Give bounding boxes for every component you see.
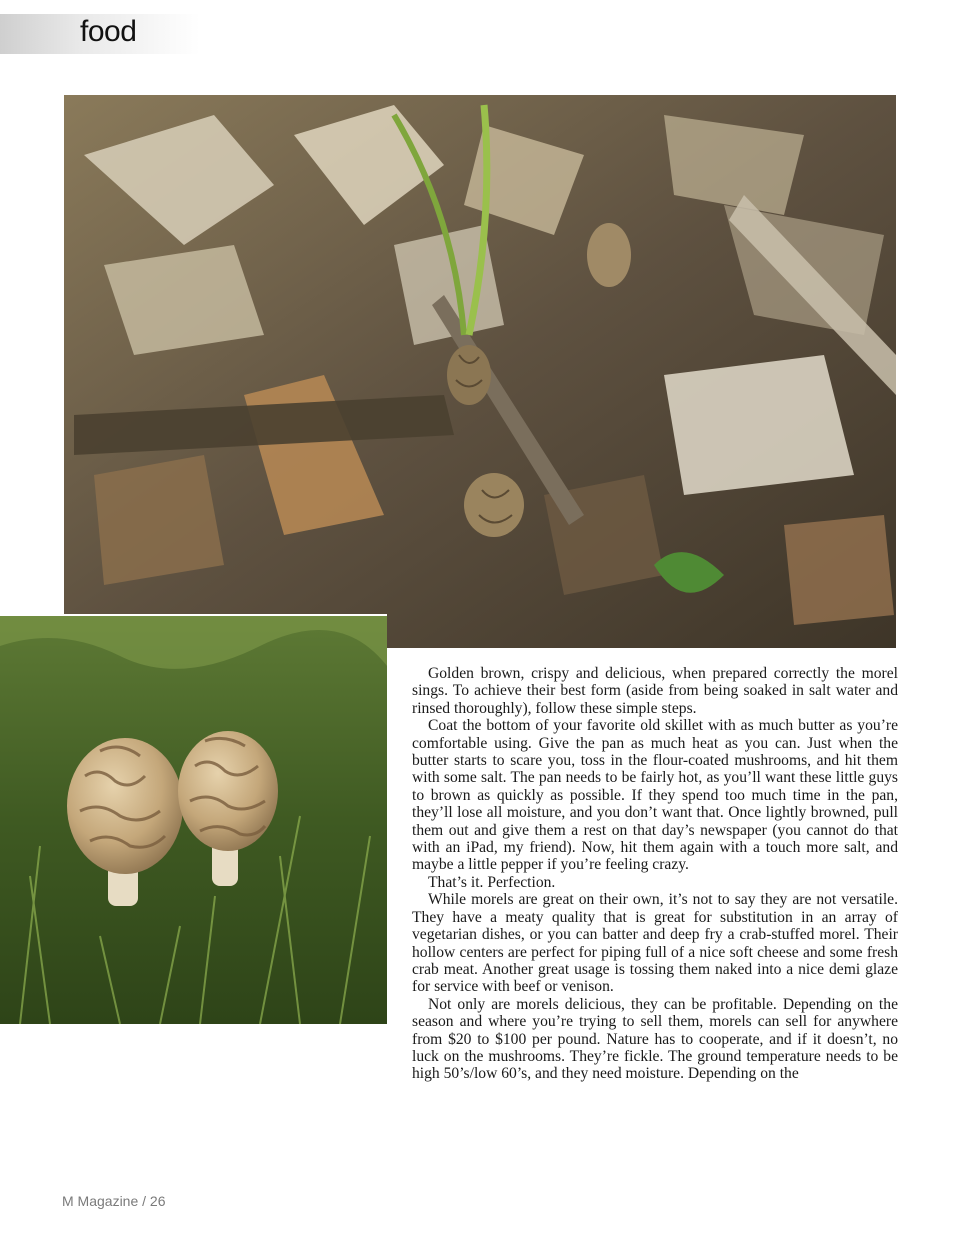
article-body — [412, 665, 898, 1083]
section-label: food — [80, 15, 137, 48]
article-paragraph: That’s it. Perfection. — [428, 873, 556, 891]
morel-closeup-photo — [0, 614, 387, 1024]
article-paragraph: While morels are great on their own, it’s not to say they are not versatile. They have a meaty quality that is great for substitution in an array of vegetarian dishes, or you can batter and deep fry a crab-stuffed morel. Their hollow centers are perfect for piping full of a nice soft cheese and some fresh crab meat. Another great usage is tossing them naked into a nice demi glaze for service with beef or venison. — [412, 891, 898, 996]
article-paragraph: Coat the bottom of your favorite old skillet with as much butter as you’re comfortable using. Give the pan as much heat as you can. Just when the butter starts to scare you, toss in the flour-coated mushrooms, and hit them with some salt. The pan needs to be fairly hot, as you’ll want these little guys to brown as quickly as possible. If they spend too much time in the pan, they’ll lose all moisture, and you don’t want that. Once lightly browned, pull them out and give them a rest on that day’s newspaper (you cannot do that with an iPad, my friend). Now, hit them again with a touch more salt, and maybe a little pepper if you’re feeling crazy. — [412, 717, 898, 874]
article-paragraph: Golden brown, crispy and delicious, when prepared correctly the morel sings. To achieve their best form (aside from being soaked in salt water and rinsed thoroughly), follow these simple steps. — [412, 665, 898, 717]
page-folio: M Magazine / 26 — [62, 1193, 166, 1209]
article-paragraph: Not only are morels delicious, they can be profitable. Depending on the season and where you’re trying to sell them, morels can sell for anywhere from $20 to $100 per pound. Nature has to cooperate, and if it doesn’t, no luck on the mushrooms. They’re fickle. The ground temperature needs to be high 50’s/low 60’s, and they need moisture. Depending on the — [412, 995, 898, 1083]
forest-floor-photo — [64, 95, 896, 648]
